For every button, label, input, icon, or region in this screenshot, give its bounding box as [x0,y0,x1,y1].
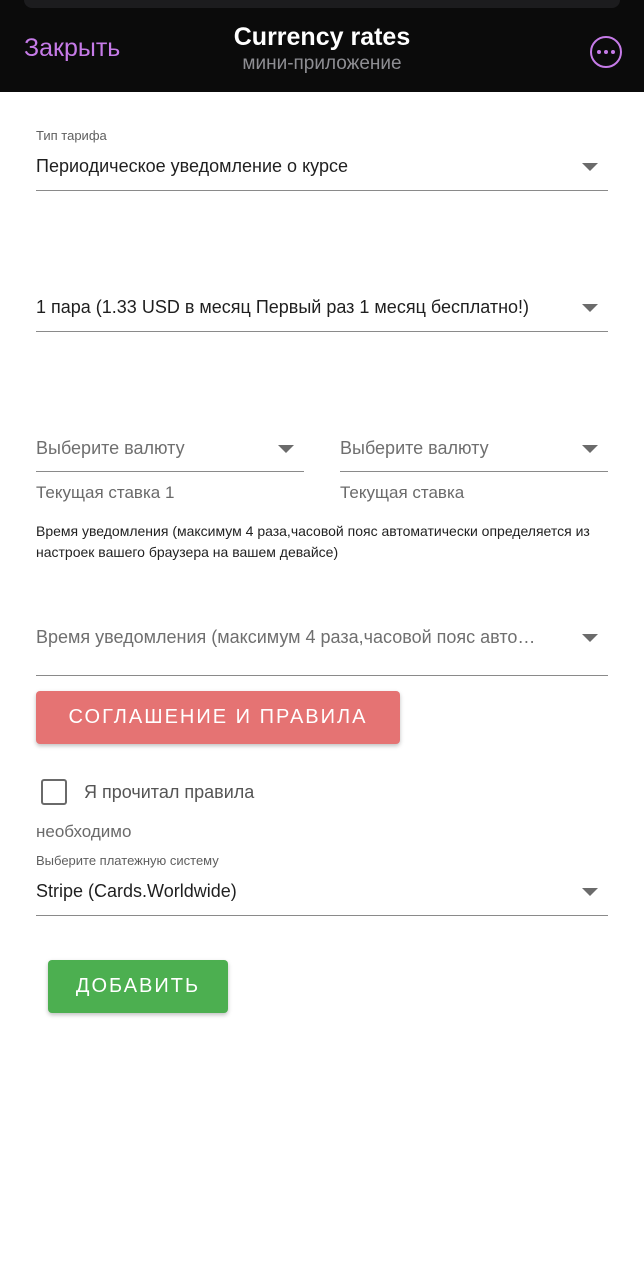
currency-from-placeholder: Выберите валюту [36,438,185,458]
tariff-label: Тип тарифа [36,128,107,143]
current-rate-to: Текущая ставка [340,483,465,502]
chevron-down-icon [582,888,598,896]
plan-select[interactable] [36,280,608,332]
payment-system-select[interactable] [36,850,608,916]
agreement-rules-button[interactable]: СОГЛАШЕНИЕ И ПРАВИЛА [36,691,400,744]
chevron-down-icon [582,634,598,642]
top-bar [0,0,644,92]
current-rate-from: Текущая ставка 1 [36,483,175,502]
chevron-down-icon [278,445,294,453]
notification-note: Время уведомления (максимум 4 раза,часовой пояс автоматически определяется из настроек вашего браузера на вашем девайсе) [36,523,590,560]
plan-value: 1 пара (1.33 USD в месяц Первый раз 1 месяц бесплатно!) [36,297,530,317]
tariff-select[interactable] [36,125,608,191]
currency-to-placeholder: Выберите валюту [340,438,489,458]
notification-time-placeholder: Время уведомления (максимум 4 раза,часовой пояс авто… [36,627,536,647]
more-options-icon[interactable] [590,36,622,68]
more-dot [597,50,601,54]
required-text: необходимо [36,822,132,841]
payment-value: Stripe (Cards.Worldwide) [36,881,237,901]
app-title: Currency rates [233,23,411,51]
add-button[interactable]: ДОБАВИТЬ [48,960,228,1013]
rules-read-label[interactable]: Я прочитал правила [84,782,255,802]
currency-from-select[interactable] [36,422,304,472]
chevron-down-icon [582,304,598,312]
chevron-down-icon [582,163,598,171]
chevron-down-icon [582,445,598,453]
tariff-value: Периодическое уведомление о курсе [36,156,348,176]
title-block [0,22,644,76]
rules-read-checkbox[interactable] [41,779,67,805]
currency-to-select[interactable] [340,422,608,472]
more-dot [604,50,608,54]
close-button[interactable]: Закрыть [24,34,121,62]
payment-label: Выберите платежную систему [36,853,219,868]
app-subtitle: мини-приложение [242,53,402,74]
more-dot [611,50,615,54]
status-notch [24,0,620,8]
notification-time-select[interactable] [36,610,608,676]
